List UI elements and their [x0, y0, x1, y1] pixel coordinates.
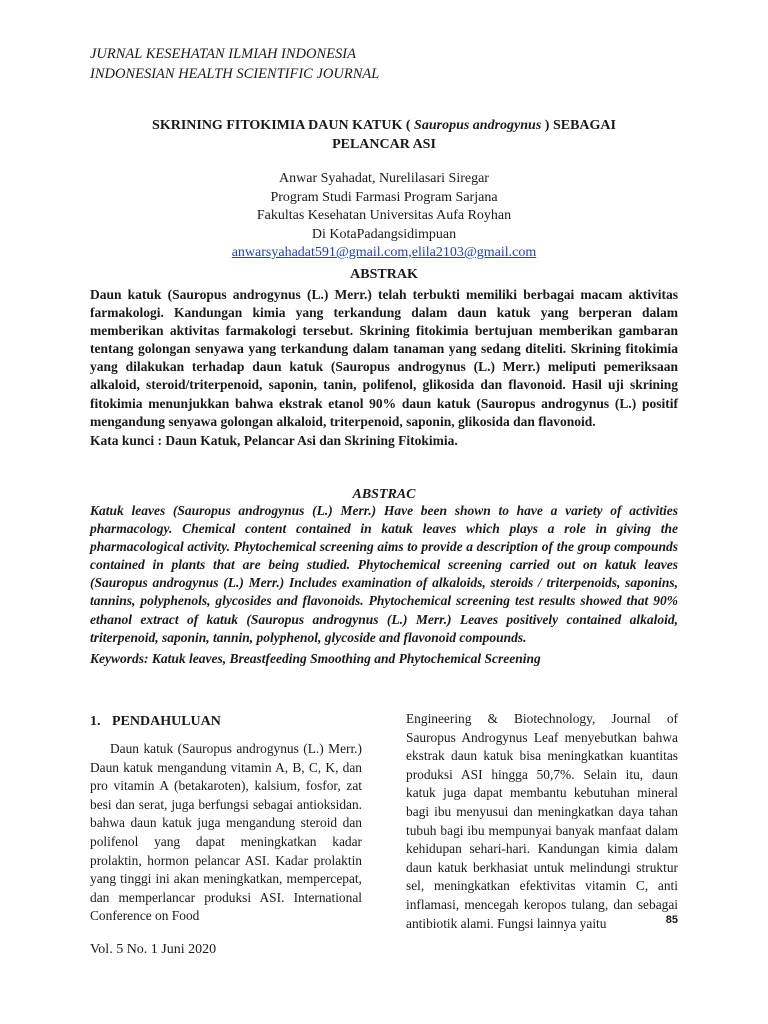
body-paragraph-right: Engineering & Biotechnology, Journal of Sauropus Androgynus Leaf menyebutkan bahwa ekstrak daun katuk bisa meningkatkan kuantitas produksi ASI hingga 50,7%. Selain itu, daun katuk juga dapat membantu kebutuhan mineral bagi ibu menyusui dan meningkatkan daya tahan tubuh bagi ibu mempunyai banyak manfaat dalam kehidupan sehari-hari. Kandungan kimia dalam daun katuk berkhasiat untuk melindungi struktur sel, meningkatkan efektivitas vitamin C, anti inflamasi, mencegah keropos tulang, dan sebagai antibiotik alami. Fungsi lainnya yaitu [406, 711, 678, 931]
paper-title [90, 116, 678, 154]
body-paragraph-left: Daun katuk (Sauropus androgynus (L.) Merr.) Daun katuk mengandung vitamin A, B, C, K, dan pro vitamin A (betakaroten), kalsium, fosfor, zat besi dan serat, juga berfungsi sebagai antioksidan. bahwa daun katuk juga mengandung steroid dan polifenol yang dapat meningkatkan kadar prolaktin, hormon pelancar ASI. Kadar prolaktin yang tinggi ini akan meningkatkan, mempercepat, dan memperlancar produksi ASI. International Conference on Food [90, 741, 362, 924]
section-title: PENDAHULUAN [112, 714, 221, 729]
abstract-id-text: Daun katuk (Sauropus androgynus (L.) Merr.) telah terbukti memiliki berbagai macam aktivitas farmakologi. Kandungan kimia yang terkandung dalam daun katuk yang berperan dalam memberikan aktivitas farmakologi tersebut. Skrining fitokimia bertujuan memberikan gambaran tentang golongan senyawa yang terkandung dalam tanaman yang sedang diteliti. Skrining fitokimia yang dilakukan terhadap daun katuk (Sauropus androgynus (L.) Merr.) meliputi pemeriksaan alkaloid, steroid/triterpenoid, saponin, tanin, polifenol, glikosida dan flavonoid. Hasil uji skrining fitokimia menunjukkan bahwa ekstrak etanol 90% daun katuk (Sauropus androgynus (L.) positif mengandung senyawa golongan alkaloid, triterpenoid, saponin, glikosida dan flavonoid. [90, 287, 678, 429]
body-column-left [90, 712, 362, 926]
abstract-en-text: Katuk leaves (Sauropus androgynus (L.) Merr.) Have been shown to have a variety of activities pharmacology. Chemical content contained in katuk leaves which plays a role in giving the pharmacological activity. Phytochemical screening aims to provide a description of the group compounds contained in plants that are being studied. Phytochemical screening carried out on katuk leaves (Sauropus androgynus (L.) Merr.) Includes examination of alkaloids, steroids / triterpenoids, saponins, tannins, polyphenols, glycosides and flavonoids. Phytochemical screening test results showed that 90% ethanol extract of katuk (Sauropus androgynus (L.) Merr.) Leaves positively contained alkaloid, triterpenoid, saponin, tannin, polyphenol, glycoside and flavonoid compounds. [90, 503, 678, 645]
author-program: Program Studi Farmasi Program Sarjana [270, 189, 498, 205]
author-block [90, 170, 678, 263]
author-email-link[interactable]: anwarsyahadat591@gmail.com,elila2103@gmail.com [231, 245, 537, 260]
abstract-id-keywords: Kata kunci : Daun Katuk, Pelancar Asi dan Skrining Fitokimia. [90, 433, 458, 448]
paper-title-line1 [90, 116, 678, 135]
abstract-id-heading: ABSTRAK [350, 267, 418, 282]
page-number: 85 [665, 914, 678, 926]
title-part2: ) SEBAGAI [541, 118, 616, 133]
title-part1: SKRINING FITOKIMIA DAUN KATUK ( [152, 118, 415, 133]
journal-name-id: JURNAL KESEHATAN ILMIAH INDONESIA [90, 46, 356, 62]
title-species: Sauropus androgynus [414, 118, 542, 133]
author-city: Di KotaPadangsidimpuan [311, 226, 457, 242]
author-names: Anwar Syahadat, Nurelilasari Siregar [279, 171, 489, 186]
section-heading [90, 712, 362, 732]
journal-name-en: INDONESIAN HEALTH SCIENTIFIC JOURNAL [90, 66, 380, 82]
body-column-right [406, 710, 678, 933]
abstract-en-keywords: Keywords: Katuk leaves, Breastfeeding Smoothing and Phytochemical Screening [90, 651, 541, 666]
paper-title-line2: PELANCAR ASI [332, 137, 436, 152]
journal-header [90, 44, 379, 84]
footer-volume: Vol. 5 No. 1 Juni 2020 [90, 942, 217, 957]
abstract-en-heading: ABSTRAC [352, 487, 416, 502]
section-number: 1. [90, 714, 101, 729]
author-faculty: Fakultas Kesehatan Universitas Aufa Royhan [256, 208, 512, 223]
